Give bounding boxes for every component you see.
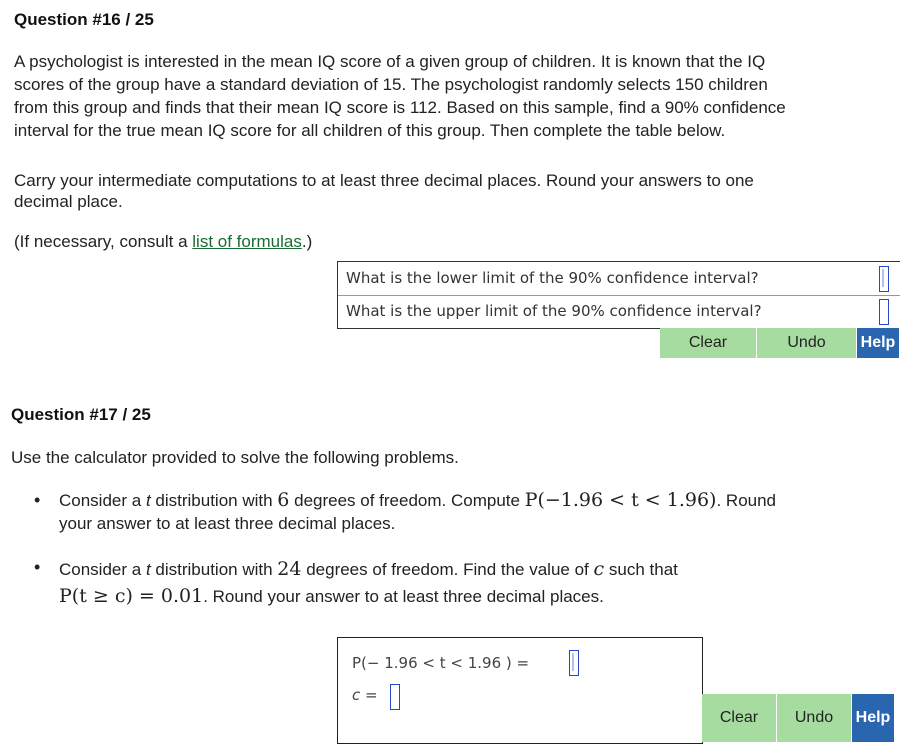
q17-prob-line	[352, 654, 529, 672]
q16-formula-prefix: (If necessary, consult a	[14, 232, 193, 251]
q16-formula-note	[14, 230, 312, 253]
b2-t: t	[145, 560, 151, 579]
b2-post: such that	[604, 560, 678, 579]
formulas-link[interactable]: list of formulas	[192, 232, 302, 251]
c-expression: c =	[352, 686, 378, 704]
b2-c: c	[593, 558, 605, 580]
q17-clear-button[interactable]: Clear	[702, 694, 777, 742]
q17-bullet-1	[59, 489, 899, 535]
q16-answer-table	[337, 261, 900, 329]
q16-problem-line-3: from this group and finds that their mean IQ score is 112. Based on this sample, find a 90% confidence	[14, 98, 786, 117]
q16-problem-text	[14, 50, 904, 142]
q17-bullet-1-line-2: your answer to at least three decimal places.	[59, 514, 396, 533]
b1-mid2: degrees of freedom. Compute	[289, 491, 525, 510]
lower-limit-input[interactable]	[879, 266, 889, 292]
q17-c-line	[352, 686, 378, 704]
q16-lower-label: What is the lower limit of the 90% confidence interval?	[346, 269, 759, 287]
q16-help-button[interactable]: Help	[857, 328, 900, 358]
bullet-dot-2: •	[34, 557, 41, 577]
q17-answer-box	[337, 637, 703, 744]
q16-title: Question #16 / 25	[14, 10, 154, 29]
b1-post: . Round	[716, 491, 777, 510]
q17-intro: Use the calculator provided to solve the following problems.	[11, 448, 459, 467]
q16-upper-label: What is the upper limit of the 90% confidence interval?	[346, 302, 762, 320]
bullet-dot-1: •	[34, 490, 41, 510]
q17-bullet-2	[59, 556, 899, 610]
b1-expression: P(−1.96 < t < 1.96)	[524, 489, 717, 511]
b1-df: 6	[277, 489, 290, 511]
q16-problem-line-1: A psychologist is interested in the mean IQ score of a given group of children. It is known that the IQ	[14, 52, 766, 71]
b2-mid: distribution with	[150, 560, 278, 579]
q16-instructions-line-2: decimal place.	[14, 192, 123, 211]
q16-instructions-line-1: Carry your intermediate computations to at least three decimal places. Round your answers to one	[14, 171, 754, 190]
q17-bullet-1-line-1	[59, 489, 899, 512]
q16-row-lower	[338, 262, 900, 296]
q17-help-button[interactable]: Help	[852, 694, 895, 742]
q16-problem-line-2: scores of the group have a standard deviation of 15. The psychologist randomly selects 150 children	[14, 75, 768, 94]
q16-row-upper	[338, 295, 900, 328]
q17-title: Question #17 / 25	[11, 405, 151, 424]
q17-bullet-2-line-1	[59, 556, 899, 583]
b2-prefix: Consider a	[59, 560, 146, 579]
b1-mid: distribution with	[150, 491, 278, 510]
q16-formula-suffix: .)	[301, 232, 313, 251]
q16-undo-button[interactable]: Undo	[757, 328, 857, 358]
c-value-input[interactable]	[390, 684, 400, 710]
probability-input[interactable]	[569, 650, 579, 676]
q16-clear-button[interactable]: Clear	[660, 328, 757, 358]
b2-mid2: degrees of freedom. Find the value of	[301, 560, 594, 579]
b2-df: 24	[277, 558, 302, 580]
q17-bullet-2-line-2	[59, 583, 899, 610]
b2-line2: . Round your answer to at least three decimal places.	[203, 587, 604, 606]
q17-undo-button[interactable]: Undo	[777, 694, 852, 742]
upper-limit-input[interactable]	[879, 299, 889, 325]
q16-instructions	[14, 170, 904, 212]
b1-t: t	[145, 491, 151, 510]
b1-prefix: Consider a	[59, 491, 146, 510]
b2-expression: P(t ≥ c) = 0.01	[59, 585, 204, 607]
prob-expression: P(− 1.96 < t < 1.96 ) =	[352, 654, 530, 672]
q16-problem-line-4: interval for the true mean IQ score for all children of this group. Then complete the table below.	[14, 121, 726, 140]
